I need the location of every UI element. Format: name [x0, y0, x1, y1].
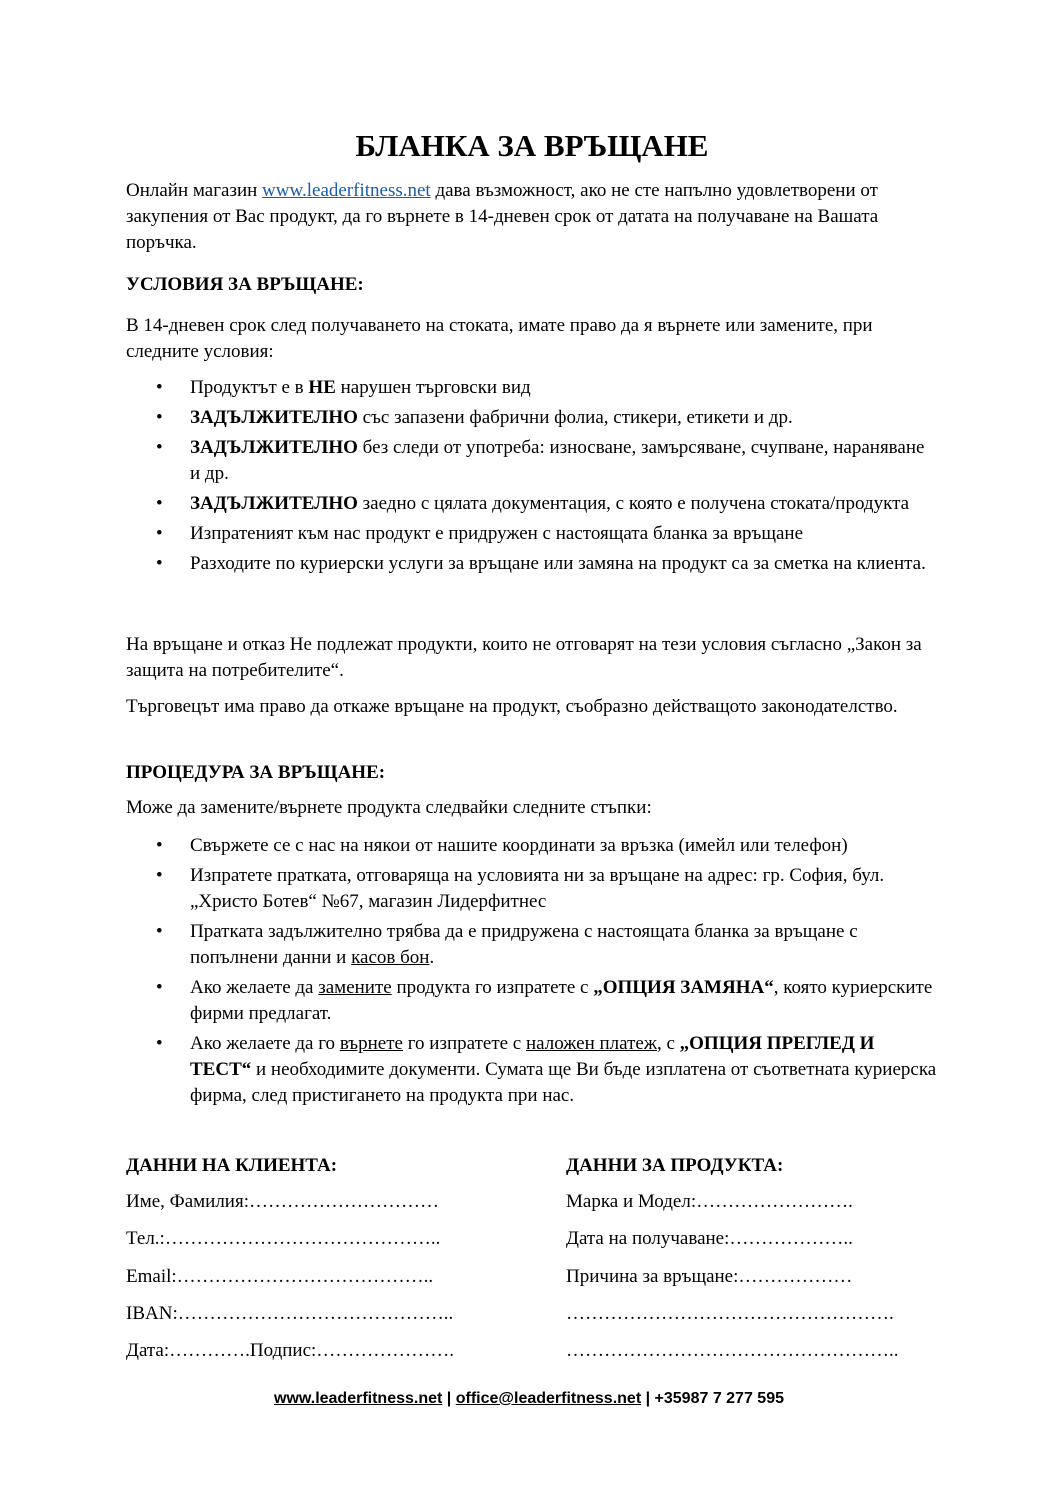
conditions-note-merchant: Търговецът има право да откаже връщане на продукт, съобразно действащото законодателство. [126, 696, 898, 717]
client-email-field[interactable]: Email:………………………………….. [126, 1266, 434, 1287]
intro-text-after: дава възможност, ако не сте напълно удовлетворени от закупения от Вас продукт, да го върнете в 14-дневен срок от датата на получаване на Вашата поръчка. [126, 180, 879, 253]
product-return-reason-field[interactable]: Причина за връщане:……………… [566, 1266, 853, 1287]
client-iban-field[interactable]: IBAN:…………………………………….. [126, 1303, 454, 1324]
page-title: БЛАНКА ЗА ВРЪЩАНЕ [355, 128, 709, 163]
footer-separator: | [442, 1390, 456, 1407]
list-item: • Изпратеният към нас продукт е придружен с настоящата бланка за връщане [126, 521, 938, 547]
product-data-heading: ДАННИ ЗА ПРОДУКТА: [566, 1155, 784, 1176]
list-item: • Ако желаете да го върнете го изпратете с наложен платеж, с „ОПЦИЯ ПРЕГЛЕД И ТЕСТ“ и необходимите документи. Сумата ще Ви бъде изплатена от съответната куриерска фирма, след пристигането на продукта при нас. [126, 1031, 938, 1109]
conditions-lead: В 14-дневен срок след получаването на стоката, имате право да я върнете или замените, при следните условия: [126, 315, 873, 362]
footer-website-link[interactable]: www.leaderfitness.net [274, 1390, 443, 1407]
list-item: • Ако желаете да замените продукта го изпратете с „ОПЦИЯ ЗАМЯНА“, която куриерските фирми предлагат. [126, 975, 938, 1027]
list-item: • Свържете се с нас на някои от нашите координати за връзка (имейл или телефон) [126, 833, 938, 859]
product-extra-line-field[interactable]: ……………………………………………. [566, 1303, 894, 1324]
list-item: • ЗАДЪЛЖИТЕЛНО без следи от употреба: износване, замърсяване, счупване, нараняване и др. [126, 435, 938, 487]
conditions-heading: УСЛОВИЯ ЗА ВРЪЩАНЕ: [126, 274, 364, 295]
list-item: • Пратката задължително трябва да е придружена с настоящата бланка за връщане с попълнени данни и касов бон. [126, 919, 938, 971]
footer-email-link[interactable]: office@leaderfitness.net [455, 1390, 642, 1407]
client-phone-field[interactable]: Тел.:…………………………………….. [126, 1228, 441, 1249]
product-extra-line-field[interactable]: …………………………………………….. [566, 1340, 899, 1361]
footer-phone: +35987 7 277 595 [654, 1390, 784, 1407]
procedure-heading: ПРОЦЕДУРА ЗА ВРЪЩАНЕ: [126, 762, 386, 783]
product-received-date-field[interactable]: Дата на получаване:……………….. [566, 1228, 853, 1249]
intro-paragraph [126, 178, 938, 256]
procedure-list [126, 833, 938, 1109]
website-link[interactable]: www.leaderfitness.net [262, 180, 431, 201]
footer-separator: | [641, 1390, 655, 1407]
list-item: • ЗАДЪЛЖИТЕЛНО заедно с цялата документация, с която е получена стоката/продукта [126, 491, 938, 517]
list-item: • ЗАДЪЛЖИТЕЛНО със запазени фабрични фолиа, стикери, етикети и др. [126, 405, 938, 431]
client-name-field[interactable]: Име, Фамилия:………………………… [126, 1191, 439, 1212]
client-data-heading: ДАННИ НА КЛИЕНТА: [126, 1155, 338, 1176]
client-date-signature-field[interactable]: Дата:………….Подпис:…………………. [126, 1340, 455, 1361]
list-item: • Изпратете пратката, отговаряща на условията ни за връщане на адрес: гр. София, бул. „Христо Ботев“ №67, магазин Лидерфитнес [126, 863, 938, 915]
product-model-field[interactable]: Марка и Модел:……………………. [566, 1191, 853, 1212]
conditions-note-law: На връщане и отказ Не подлежат продукти, които не отговарят на тези условия съгласно „Закон за защита на потребителите“. [126, 634, 922, 681]
list-item: • Продуктът е в НЕ нарушен търговски вид [126, 375, 938, 401]
intro-text-before: Онлайн магазин [126, 180, 263, 201]
page-footer [0, 1388, 1058, 1410]
list-item: • Разходите по куриерски услуги за връщане или замяна на продукт са за сметка на клиента. [126, 551, 938, 577]
conditions-list [126, 375, 938, 577]
product-data-section [566, 1153, 946, 1373]
client-data-section [126, 1153, 506, 1373]
procedure-lead: Може да замените/върнете продукта следвайки следните стъпки: [126, 797, 652, 818]
